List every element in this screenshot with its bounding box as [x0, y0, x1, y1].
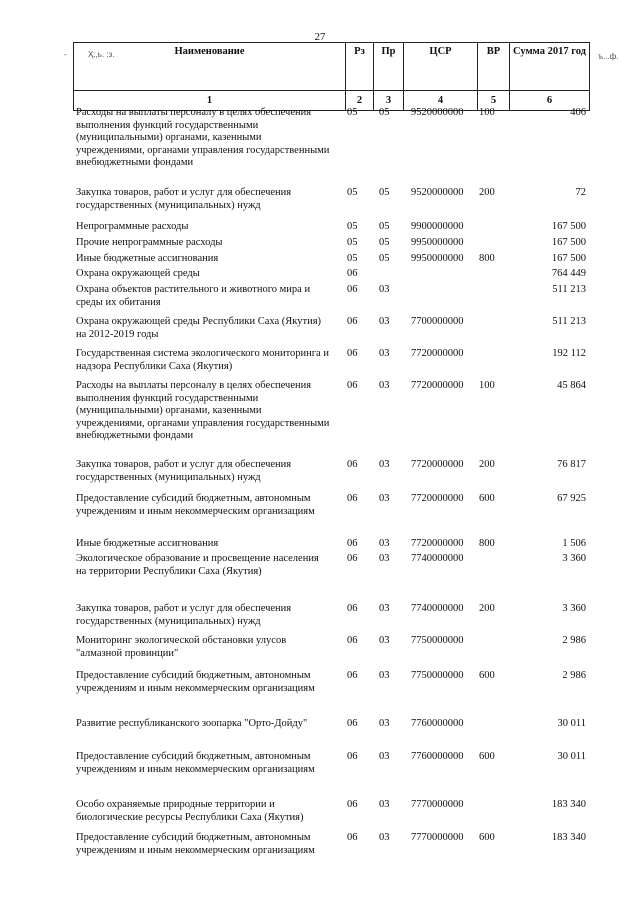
header-num-3: 3	[374, 91, 404, 111]
row-pr: 03	[379, 316, 390, 327]
row-csr: 7720000000	[411, 459, 464, 470]
row-sum: 1 506	[562, 538, 586, 549]
row-name: Охрана объектов растительного и животного мира и среды их обитания	[76, 284, 311, 308]
row-sum: 167 500	[551, 237, 586, 248]
row-pr: 03	[379, 553, 390, 564]
row-vr: 600	[479, 493, 495, 504]
row-pr: 03	[379, 832, 390, 843]
row-rz: 06	[347, 268, 358, 279]
row-sum: 2 986	[562, 670, 586, 681]
header-sum: Сумма 2017 год	[510, 43, 590, 91]
row-rz: 06	[347, 493, 358, 504]
row-csr: 9950000000	[411, 253, 464, 264]
row-csr: 7720000000	[411, 348, 464, 359]
row-vr: 600	[479, 670, 495, 681]
header-pr: Пр	[374, 43, 404, 91]
row-vr: 600	[479, 832, 495, 843]
row-rz: 06	[347, 751, 358, 762]
margin-note-left-handwriting: Ҳ:,ь. :з.	[88, 50, 115, 59]
row-pr: 03	[379, 493, 390, 504]
row-csr: 7750000000	[411, 670, 464, 681]
row-vr: 800	[479, 253, 495, 264]
row-name: Закупка товаров, работ и услуг для обеспечения государственных (муниципальных) нужд	[76, 187, 292, 211]
table-header	[73, 42, 590, 111]
row-vr: 200	[479, 187, 495, 198]
row-name: Закупка товаров, работ и услуг для обеспечения государственных (муниципальных) нужд	[76, 459, 292, 483]
row-name: Охрана окружающей среды	[76, 268, 200, 279]
row-vr: 100	[479, 107, 495, 118]
header-num-4: 4	[404, 91, 478, 111]
row-rz: 05	[347, 187, 358, 198]
row-pr: 05	[379, 221, 390, 232]
row-rz: 06	[347, 718, 358, 729]
row-rz: 06	[347, 603, 358, 614]
row-sum: 183 340	[551, 799, 586, 810]
row-sum: 183 340	[551, 832, 586, 843]
row-pr: 05	[379, 237, 390, 248]
row-csr: 7740000000	[411, 553, 464, 564]
row-pr: 03	[379, 635, 390, 646]
row-sum: 67 925	[557, 493, 586, 504]
row-name: Иные бюджетные ассигнования	[76, 253, 219, 264]
row-name: Расходы на выплаты персоналу в целях обеспечения выполнения функций государственными (муниципальными) органами, казенными учреждениями, органами управления государственными внебюджетными фондами	[76, 107, 330, 169]
row-sum: 30 011	[557, 718, 586, 729]
row-csr: 7700000000	[411, 316, 464, 327]
row-name: Иные бюджетные ассигнования	[76, 538, 219, 549]
row-csr: 7720000000	[411, 380, 464, 391]
row-pr: 03	[379, 348, 390, 359]
row-sum: 72	[575, 187, 586, 198]
row-name: Развитие республиканского зоопарка "Орто-Дойду"	[76, 718, 308, 729]
row-pr: 03	[379, 751, 390, 762]
row-rz: 05	[347, 221, 358, 232]
row-pr: 03	[379, 380, 390, 391]
row-name: Закупка товаров, работ и услуг для обеспечения государственных (муниципальных) нужд	[76, 603, 292, 627]
row-name: Предоставление субсидий бюджетным, автономным учреждениям и иным некоммерческим организациям	[76, 493, 315, 517]
row-sum: 167 500	[551, 253, 586, 264]
row-rz: 06	[347, 553, 358, 564]
row-csr: 9520000000	[411, 187, 464, 198]
row-pr: 05	[379, 107, 390, 118]
row-sum: 3 360	[562, 553, 586, 564]
row-pr: 03	[379, 670, 390, 681]
row-pr: 03	[379, 603, 390, 614]
row-rz: 06	[347, 538, 358, 549]
row-name: Прочие непрограммные расходы	[76, 237, 223, 248]
header-num-1: 1	[74, 91, 346, 111]
margin-note-right: ъ...ф.	[598, 52, 619, 61]
row-sum: 45 864	[557, 380, 586, 391]
row-csr: 7740000000	[411, 603, 464, 614]
row-rz: 06	[347, 635, 358, 646]
row-pr: 03	[379, 718, 390, 729]
row-pr: 03	[379, 284, 390, 295]
row-csr: 9900000000	[411, 221, 464, 232]
row-name: Предоставление субсидий бюджетным, автономным учреждениям и иным некоммерческим организациям	[76, 832, 315, 856]
row-sum: 406	[570, 107, 586, 118]
row-sum: 2 986	[562, 635, 586, 646]
margin-note-left: -	[64, 50, 67, 59]
row-csr: 7760000000	[411, 751, 464, 762]
row-name: Предоставление субсидий бюджетным, автономным учреждениям и иным некоммерческим организациям	[76, 751, 315, 775]
header-num-2: 2	[346, 91, 374, 111]
row-vr: 100	[479, 380, 495, 391]
row-csr: 7770000000	[411, 832, 464, 843]
row-csr: 9520000000	[411, 107, 464, 118]
row-sum: 511 213	[552, 316, 586, 327]
header-num-6: 6	[510, 91, 590, 111]
row-vr: 800	[479, 538, 495, 549]
row-pr: 03	[379, 459, 390, 470]
row-sum: 76 817	[557, 459, 586, 470]
row-name: Предоставление субсидий бюджетным, автономным учреждениям и иным некоммерческим организациям	[76, 670, 315, 694]
row-rz: 06	[347, 459, 358, 470]
row-sum: 764 449	[551, 268, 586, 279]
row-pr: 05	[379, 187, 390, 198]
row-name: Мониторинг экологической обстановки улусов "алмазной провинции"	[76, 635, 287, 659]
row-name: Охрана окружающей среды Республики Саха (Якутия) на 2012-2019 годы	[76, 316, 322, 340]
row-name: Расходы на выплаты персоналу в целях обеспечения выполнения функций государственными (муниципальными) органами, казенными учреждениями, органами управления государственными внебюджетными фондами	[76, 380, 330, 442]
header-titles-row	[74, 43, 590, 91]
row-name: Экологическое образование и просвещение населения на территории Республики Саха (Якутия)	[76, 553, 319, 577]
row-rz: 06	[347, 284, 358, 295]
row-name: Особо охраняемые природные территории и биологические ресурсы Республики Саха (Якутия)	[76, 799, 304, 823]
row-csr: 9950000000	[411, 237, 464, 248]
row-vr: 600	[479, 751, 495, 762]
header-vr: ВР	[478, 43, 510, 91]
row-rz: 06	[347, 380, 358, 391]
page-number: 27	[314, 31, 326, 43]
row-rz: 05	[347, 107, 358, 118]
row-rz: 05	[347, 237, 358, 248]
header-csr: ЦСР	[404, 43, 478, 91]
row-rz: 05	[347, 253, 358, 264]
header-rz: Рз	[346, 43, 374, 91]
row-rz: 06	[347, 799, 358, 810]
row-csr: 7750000000	[411, 635, 464, 646]
row-rz: 06	[347, 316, 358, 327]
row-csr: 7770000000	[411, 799, 464, 810]
row-sum: 192 112	[552, 348, 586, 359]
header-name: Наименование	[74, 43, 346, 91]
row-vr: 200	[479, 603, 495, 614]
row-pr: 03	[379, 799, 390, 810]
row-name: Государственная система экологического мониторинга и надзора Республики Саха (Якутия)	[76, 348, 329, 372]
row-sum: 30 011	[557, 751, 586, 762]
row-name: Непрограммные расходы	[76, 221, 189, 232]
row-sum: 3 360	[562, 603, 586, 614]
row-sum: 167 500	[551, 221, 586, 232]
row-sum: 511 213	[552, 284, 586, 295]
row-rz: 06	[347, 832, 358, 843]
row-csr: 7720000000	[411, 538, 464, 549]
row-vr: 200	[479, 459, 495, 470]
row-rz: 06	[347, 670, 358, 681]
row-pr: 05	[379, 253, 390, 264]
row-csr: 7760000000	[411, 718, 464, 729]
row-rz: 06	[347, 348, 358, 359]
header-num-5: 5	[478, 91, 510, 111]
row-csr: 7720000000	[411, 493, 464, 504]
row-pr: 03	[379, 538, 390, 549]
